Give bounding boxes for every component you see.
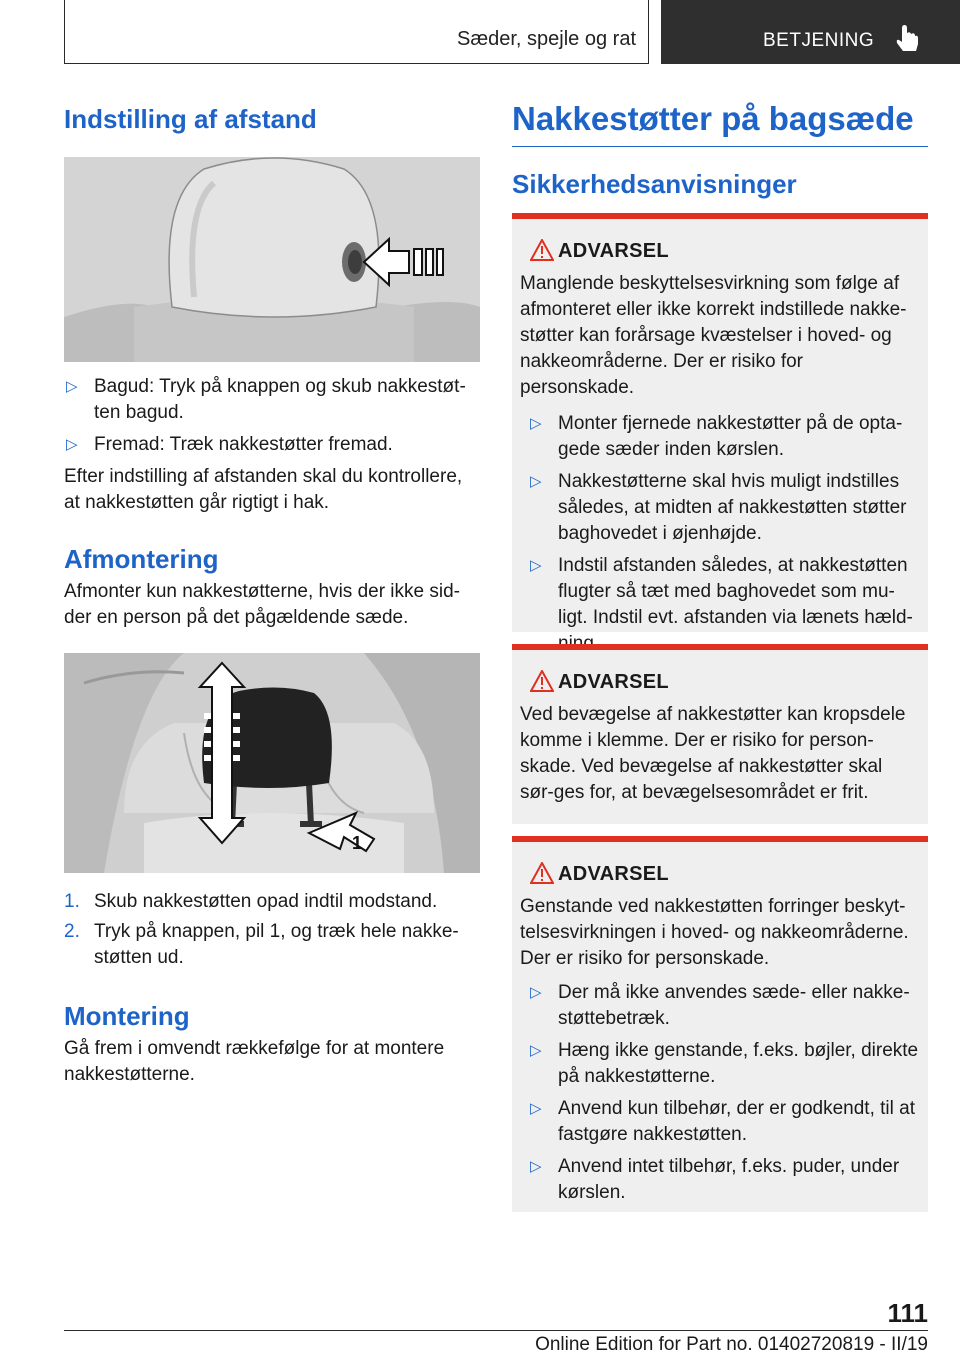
step-number: 2. [64,921,80,942]
header-chapter-title: BETJENING [763,30,875,51]
step-text: Skub nakkestøtten opad indtil modstand. [94,891,438,912]
warning-title [520,237,920,265]
heading-rear-headrests: Nakkestøtter på bagsæde [512,100,928,147]
list-item-text: Anvend intet tilbehør, f.eks. puder, under kørslen. [558,1156,900,1203]
page-number: 111 [887,1298,928,1328]
list-item [528,980,920,1032]
headrest-illustration-svg [64,157,480,362]
adjust-list [64,374,480,458]
hand-pointer-icon [894,24,924,54]
warning-triangle-icon [530,239,554,261]
list-item [64,889,480,915]
list-item-text: Hæng ikke genstande, f.eks. bøjler, direkte på nakkestøtterne. [558,1040,919,1087]
callout-label-1: 1 [352,833,363,853]
warning-title-text: ADVARSEL [558,863,669,885]
heading-safety: Sikkerhedsanvisninger [512,169,797,199]
triangle-bullet-icon: ▷ [530,984,542,1001]
heading-removal: Afmontering [64,544,219,574]
list-item-text: Fremad: Træk nakkestøtter fremad. [94,434,393,455]
triangle-bullet-icon: ▷ [530,1042,542,1059]
warning-text: Ved bevægelse af nakkestøtter kan kropsdele komme i klemme. Der er risiko for person-skade. Ved bevægelse af nakkestøtter skal sør-ges for, at bevægelsesområdet er frit. [520,704,906,803]
list-item-text: Bagud: Tryk på knappen og skub nakkestøt-ten bagud. [94,376,466,423]
warning-title-text: ADVARSEL [558,671,669,693]
list-item [528,1096,920,1148]
warning-text: Manglende beskyttelsesvirkning som følge af afmonteret eller ikke korrekt indstillede nakke-støtter kan forårsage kvæstelser i hoved- og nakkeområderne. Der er risiko for personskade. [520,273,907,398]
list-item [528,469,920,547]
header-section-title: Sæder, spejle og rat [457,28,636,50]
edition-note: Online Edition for Part no. 01402720819 - II/19 [535,1334,928,1355]
list-item [64,919,480,971]
list-item [528,553,920,657]
warning-triangle-icon [530,670,554,692]
paragraph-removal: Afmonter kun nakkestøtterne, hvis der ikke sid-der en person på det pågældende sæde. [64,581,460,628]
header-section-box [64,0,649,64]
list-item [64,374,480,426]
triangle-bullet-icon: ▷ [66,436,78,453]
warning-text: Genstande ved nakkestøtten forringer beskyt-telsesvirkningen i hoved- og nakkeområderne. Der er risiko for personskade. [520,896,909,969]
warning-box-1 [512,213,928,632]
footer-divider [64,1330,928,1331]
triangle-bullet-icon: ▷ [530,473,542,490]
list-item-text: Indstil afstanden således, at nakkestøtten flugter så tæt med baghovedet som mu-ligt. Indstil evt. afstanden via lænets hæld- [558,555,913,628]
headrest-adjust-illustration [64,157,480,362]
triangle-bullet-icon: ▷ [530,1100,542,1117]
warning-box-2 [512,644,928,824]
heading-distance: Indstilling af afstand [64,104,317,134]
list-item [528,1038,920,1090]
warning-title [520,668,920,696]
warning-triangle-icon [530,862,554,884]
list-item-text: Der må ikke anvendes sæde- eller nakke-støttebetræk. [558,982,910,1029]
warning-title [520,860,920,888]
triangle-bullet-icon: ▷ [530,1158,542,1175]
list-item-text: Nakkestøtterne skal hvis muligt indstilles således, at midten af nakkestøtten støtter baghovedet i øjenhøjde. [558,471,907,544]
removal-steps [64,889,480,971]
list-item [528,411,920,463]
triangle-bullet-icon: ▷ [530,557,542,574]
list-item [528,1154,920,1206]
removal-illustration-svg [64,653,480,873]
step-text: Tryk på knappen, pil 1, og træk hele nakke-støtten ud. [94,921,459,968]
step-number: 1. [64,891,80,912]
warning-box-3 [512,836,928,1212]
triangle-bullet-icon: ▷ [530,415,542,432]
paragraph-mounting: Gå frem i omvendt rækkefølge for at montere nakkestøtterne. [64,1038,445,1085]
list-item-text: Monter fjernede nakkestøtter på de opta-gede sæder inden kørslen. [558,413,903,460]
right-column [512,96,928,200]
headrest-removal-illustration [64,653,480,873]
warning-title-text: ADVARSEL [558,240,669,262]
heading-mounting: Montering [64,1001,190,1031]
paragraph-check: Efter indstilling af afstanden skal du kontrollere, at nakkestøtten går rigtigt i hak. [64,466,463,513]
list-item-text: Anvend kun tilbehør, der er godkendt, til at fastgøre nakkestøtten. [558,1098,915,1145]
left-column [64,96,480,1088]
header-chapter-box [661,0,960,64]
list-item [64,432,480,458]
triangle-bullet-icon: ▷ [66,378,78,395]
